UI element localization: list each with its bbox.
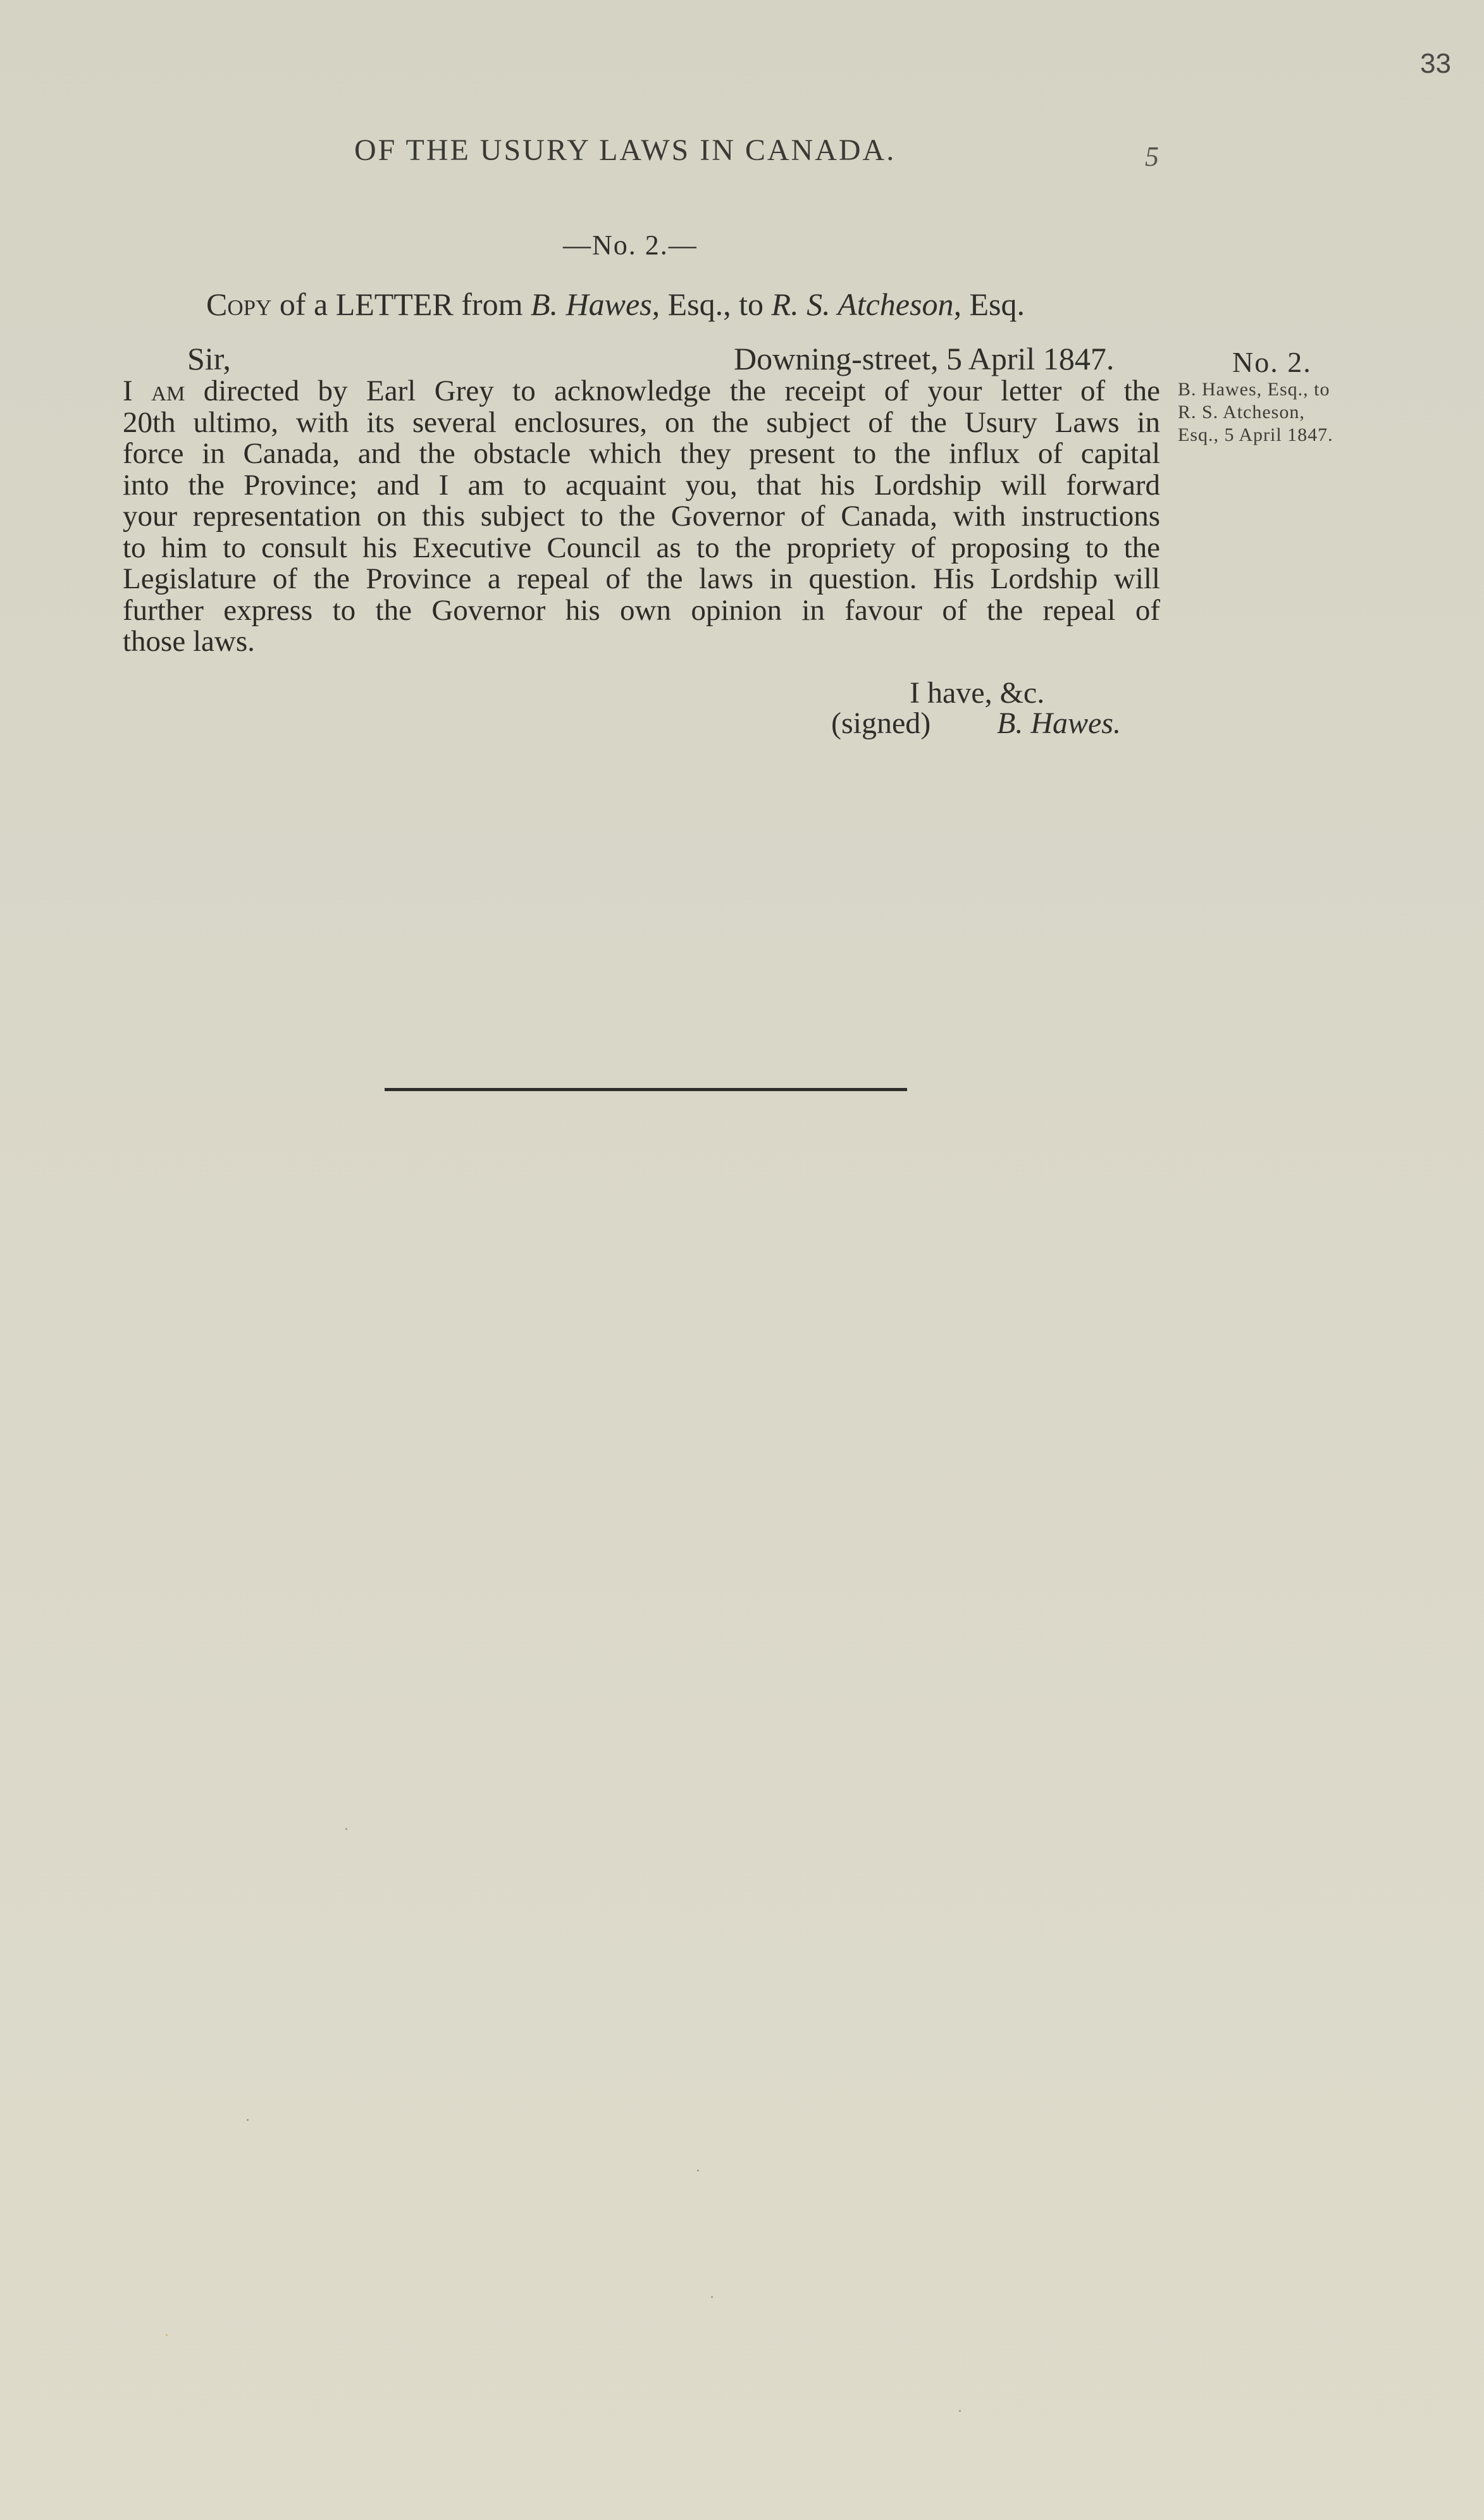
margin-note-line: R. S. Atcheson, [1178,402,1305,423]
body-initial: I [123,374,152,407]
title-esq-to: Esq., to [660,287,772,322]
paper-speck [959,2410,961,2412]
body-first-word-smallcaps: am [151,374,185,407]
folio-number: 5 [1145,141,1159,172]
body-line: to him to consult his Executive Council as to the propriety of proposing to the [123,531,1160,564]
title-esq-end: Esq. [961,287,1025,322]
paper-speck [711,2296,713,2298]
document-number: —No. 2.— [563,230,698,261]
margin-note-line: Esq., 5 April 1847. [1178,424,1333,445]
body-line-text: directed by Earl Grey to acknowledge the receipt of your letter of the [185,374,1160,407]
title-copy-word: Copy [206,287,272,322]
body-line: further express to the Governor his own opinion in favour of the repeal of [123,593,1160,627]
paper-speck [345,1828,347,1830]
paper-speck [697,2170,699,2171]
paper-speck [166,2334,168,2336]
margin-note [1178,378,1380,447]
body-line [123,376,1160,407]
section-divider-rule [385,1088,907,1091]
letter-body [123,376,1160,658]
margin-number: No. 2. [1232,346,1312,378]
title-recipient: R. S. Atcheson, [771,287,962,322]
title-sender: B. Hawes, [530,287,660,322]
body-line: your representation on this subject to the Governor of Canada, with instructions [123,500,1160,533]
page-number: 33 [1420,48,1451,79]
closing: I have, &c. [910,676,1045,710]
body-line: 20th ultimo, with its several enclosures, on the subject of the Usury Laws in [123,405,1160,439]
body-line: Legislature of the Province a repeal of the laws in question. His Lordship will [123,562,1160,595]
dateline: Downing-street, 5 April 1847. [734,341,1115,376]
document-title [206,286,1025,323]
running-head: OF THE USURY LAWS IN CANADA. [354,133,896,167]
salutation: Sir, [187,341,231,376]
body-line: into the Province; and I am to acquaint you, that his Lordship will forward [123,468,1160,502]
title-of-letter-from: of a LETTER from [271,287,531,322]
paper-speck [247,2119,249,2121]
body-line: force in Canada, and the obstacle which they present to the influx of capital [123,437,1160,470]
signed-label: (signed) [831,707,931,740]
margin-note-line: B. Hawes, Esq., to [1178,379,1330,400]
body-line: those laws. [123,625,255,658]
signature: B. Hawes. [997,707,1121,740]
